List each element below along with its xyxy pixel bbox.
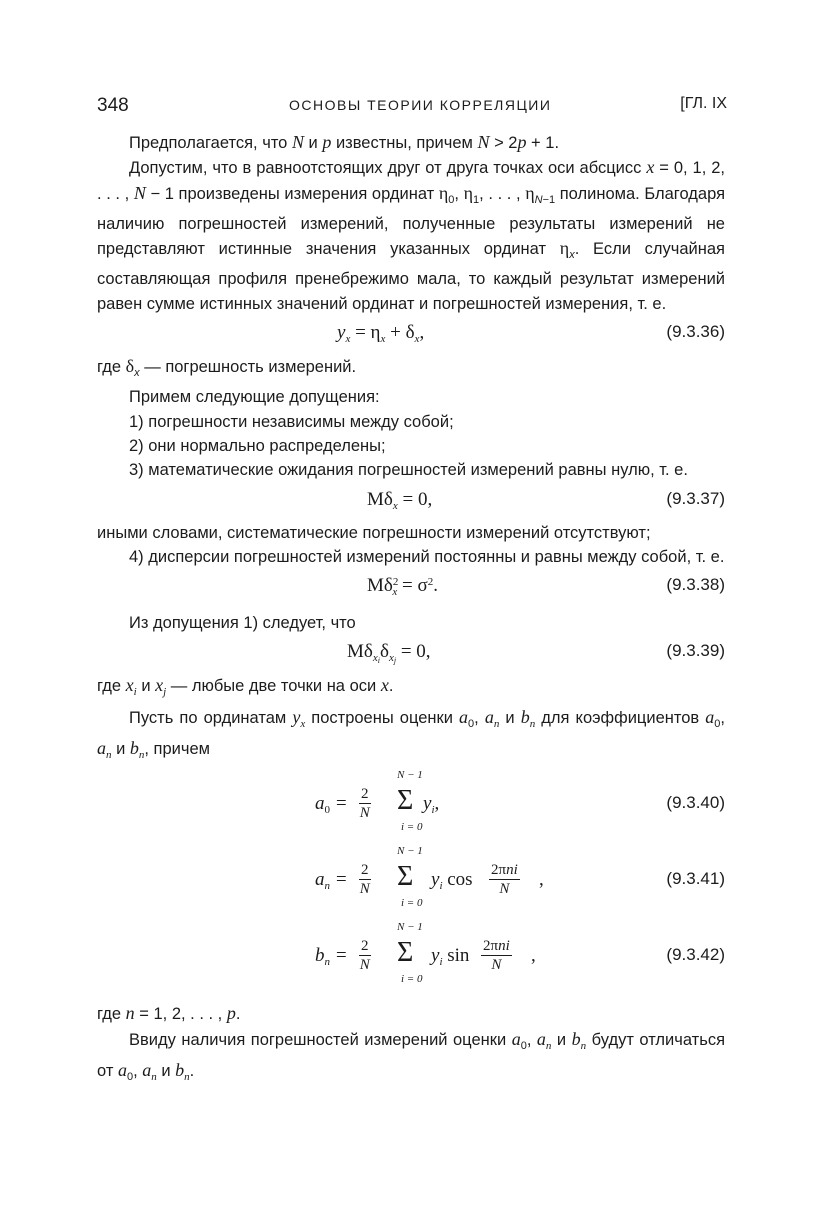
equation-9-3-40 [97,767,725,843]
list-item-4: 4) дисперсии погрешностей измерений постоянны и равны между собой, т. е. [129,547,725,566]
list-item-1: 1) погрешности независимы между собой; [129,412,454,431]
paragraph-1: Предполагается, что N и p известны, причем N > 2p + 1. [129,132,560,152]
equation-9-3-41 [97,843,725,919]
equation-number: (9.3.39) [666,641,725,661]
paragraph-6: Из допущения 1) следует, что [129,614,356,633]
equation-9-3-38 [97,569,725,607]
sigma-icon: Σ [397,937,414,969]
sigma-icon: Σ [397,785,414,817]
sum-lower-limit: i = 0 [401,821,423,834]
equation-number: (9.3.41) [666,869,725,889]
equation-body: $M\delta^2_x = \sigma^2$. [367,575,438,599]
sum-upper-limit: N − 1 [397,845,423,858]
equation-9-3-36 [97,316,725,354]
equation-body: $M\delta_x = 0$, [367,488,433,512]
page-number: 348 [97,95,129,116]
equation-number: (9.3.36) [666,322,725,342]
fraction: $\frac{2}{N}$ [359,786,370,822]
equation-body: $y_x = \eta_x + \delta_x$, [337,322,425,346]
paragraph-9: где n = 1, 2, . . . , p. [97,1003,241,1024]
paragraph-10: Ввиду наличия погрешностей измерений оценки $a_0$, $a_n$ и $b_n$ будут отличаться от $a_0$, $a_n$ и $b_n$. [97,1028,726,1083]
fraction: $\frac{2}{N}$ [359,938,370,974]
equation-number: (9.3.38) [666,575,725,595]
equation-body: $M\delta_{x_i}\delta_{x_j} = 0$, [347,641,431,666]
page-header [97,95,727,121]
equation-rhs: $y_i$ cos [431,869,473,893]
equation-9-3-39 [97,635,725,673]
equation-rhs: $y_i$ sin [431,945,470,969]
paragraph-3: где $\delta_x$ — погрешность измерений. [97,356,357,380]
fraction: $\frac{2}{N}$ [359,862,370,898]
equation-rhs: $y_i$, [423,793,440,817]
sigma-icon: Σ [397,861,414,893]
equation-9-3-42 [97,919,725,995]
paragraph-2: Допустим, что в равноотстоящих друг от друга точках оси абсцисс x = 0, 1, 2, . . . , N − 1 произведены измерения ординат $\eta_0$, $\eta_1$, . . . , $\eta_{N-1}$ полинома. Благодаря наличию погрешностей измерений, полученные результаты измерений не представляют истинные значения указанных ординат $\eta_x$. Если случайная составляющая профиля пренебрежимо мала, то каждый результат измерений равен сумме истинных значений ординат и погрешностей измерения, т. е. [97,157,726,313]
sum-upper-limit: N − 1 [397,769,423,782]
paragraph-4: Примем следующие допущения: [129,388,380,407]
fraction: 2πni N [483,938,510,974]
equation-number: (9.3.37) [666,488,725,508]
equation-lhs: $b_n$ = [315,945,348,969]
fraction: 2πni N [491,862,518,898]
comma: , [531,945,536,967]
paragraph-8: Пусть по ординатам $y_x$ построены оценки $a_0$, $a_n$ и $b_n$ для коэффициентов $a_0$, $a_n$ и $b_n$, причем [97,706,725,762]
equation-9-3-37 [97,483,725,521]
equation-number: (9.3.42) [666,945,725,965]
paragraph-5: иными словами, систематические погрешности измерений отсутствуют; [97,523,651,542]
chapter-label: [ГЛ. IX [680,95,727,112]
sum-upper-limit: N − 1 [397,921,423,934]
list-item-3: 3) математические ожидания погрешностей измерений равны нулю, т. е. [129,461,688,480]
equation-number: (9.3.40) [666,793,725,813]
equation-lhs: $a_n$ = [315,869,348,893]
equation-lhs: $a_0$ = [315,793,348,817]
list-item-2: 2) они нормально распределены; [129,436,386,455]
page-body [97,130,725,1089]
comma: , [539,869,544,891]
paragraph-7: где $x_i$ и $x_j$ — любые две точки на оси x. [97,675,394,699]
sum-lower-limit: i = 0 [401,897,423,910]
sum-lower-limit: i = 0 [401,973,423,986]
running-title: ОСНОВЫ ТЕОРИИ КОРРЕЛЯЦИИ [289,97,552,113]
